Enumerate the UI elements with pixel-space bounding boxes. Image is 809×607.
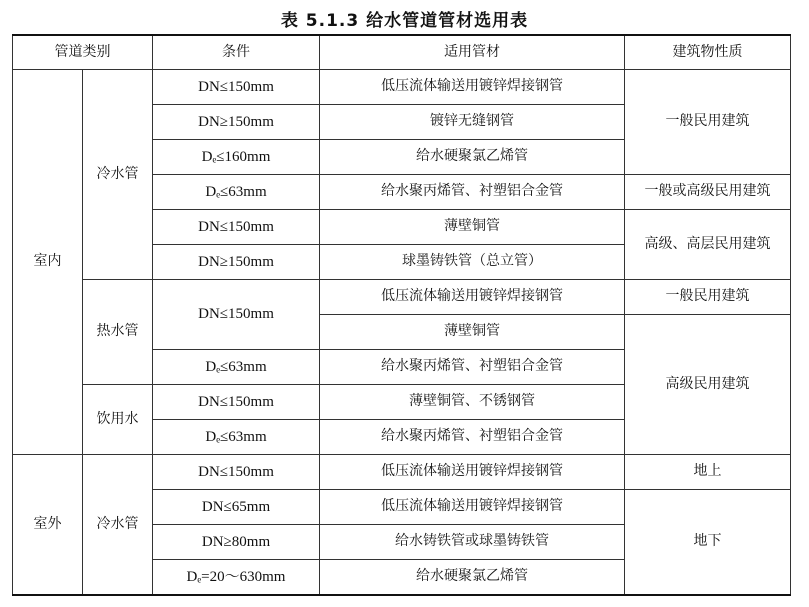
material-cell: 低压流体输送用镀锌焊接钢管 bbox=[320, 280, 625, 315]
header-row bbox=[13, 35, 791, 70]
header-building: 建筑物性质 bbox=[625, 35, 791, 70]
condition-cell: DN≥150mm bbox=[153, 105, 320, 140]
type-hot-water: 热水管 bbox=[83, 280, 153, 385]
material-cell: 低压流体输送用镀锌焊接钢管 bbox=[320, 455, 625, 490]
material-cell: 低压流体输送用镀锌焊接钢管 bbox=[320, 70, 625, 105]
condition-cell: DN≤65mm bbox=[153, 490, 320, 525]
material-cell: 薄壁铜管、不锈钢管 bbox=[320, 385, 625, 420]
material-cell: 给水聚丙烯管、衬塑铝合金管 bbox=[320, 350, 625, 385]
condition-cell: DN≤150mm bbox=[153, 280, 320, 350]
condition-cell: Dₑ≤160mm bbox=[153, 140, 320, 175]
material-cell: 给水聚丙烯管、衬塑铝合金管 bbox=[320, 420, 625, 455]
header-condition: 条件 bbox=[153, 35, 320, 70]
condition-cell: Dₑ≤63mm bbox=[153, 175, 320, 210]
condition-cell: DN≥150mm bbox=[153, 245, 320, 280]
condition-cell: DN≤150mm bbox=[153, 385, 320, 420]
condition-cell: Dₑ≤63mm bbox=[153, 420, 320, 455]
condition-cell: DN≤150mm bbox=[153, 70, 320, 105]
material-cell: 镀锌无缝钢管 bbox=[320, 105, 625, 140]
material-cell: 给水硬聚氯乙烯管 bbox=[320, 560, 625, 596]
type-cold-water: 冷水管 bbox=[83, 70, 153, 280]
condition-cell: Dₑ=20～630mm bbox=[153, 560, 320, 596]
building-cell: 高级民用建筑 bbox=[625, 315, 791, 455]
building-cell: 地下 bbox=[625, 490, 791, 596]
building-cell: 一般民用建筑 bbox=[625, 280, 791, 315]
building-cell: 一般或高级民用建筑 bbox=[625, 175, 791, 210]
material-cell: 薄壁铜管 bbox=[320, 315, 625, 350]
location-indoor: 室内 bbox=[13, 70, 83, 455]
material-cell: 薄壁铜管 bbox=[320, 210, 625, 245]
condition-cell: DN≥80mm bbox=[153, 525, 320, 560]
material-cell: 给水硬聚氯乙烯管 bbox=[320, 140, 625, 175]
pipe-material-table bbox=[12, 34, 791, 596]
material-cell: 给水聚丙烯管、衬塑铝合金管 bbox=[320, 175, 625, 210]
type-outdoor-cold-water: 冷水管 bbox=[83, 455, 153, 596]
material-cell: 低压流体输送用镀锌焊接钢管 bbox=[320, 490, 625, 525]
header-material: 适用管材 bbox=[320, 35, 625, 70]
table-row bbox=[13, 455, 791, 490]
condition-cell: DN≤150mm bbox=[153, 455, 320, 490]
condition-cell: Dₑ≤63mm bbox=[153, 350, 320, 385]
table-row bbox=[13, 70, 791, 105]
material-cell: 球墨铸铁管（总立管） bbox=[320, 245, 625, 280]
location-outdoor: 室外 bbox=[13, 455, 83, 596]
header-category: 管道类别 bbox=[13, 35, 153, 70]
building-cell: 高级、高层民用建筑 bbox=[625, 210, 791, 280]
building-cell: 地上 bbox=[625, 455, 791, 490]
type-drinking-water: 饮用水 bbox=[83, 385, 153, 455]
condition-cell: DN≤150mm bbox=[153, 210, 320, 245]
table-title: 表 5.1.3 给水管道管材选用表 bbox=[280, 11, 529, 31]
material-cell: 给水铸铁管或球墨铸铁管 bbox=[320, 525, 625, 560]
building-cell: 一般民用建筑 bbox=[625, 70, 791, 175]
table-row bbox=[13, 280, 791, 315]
